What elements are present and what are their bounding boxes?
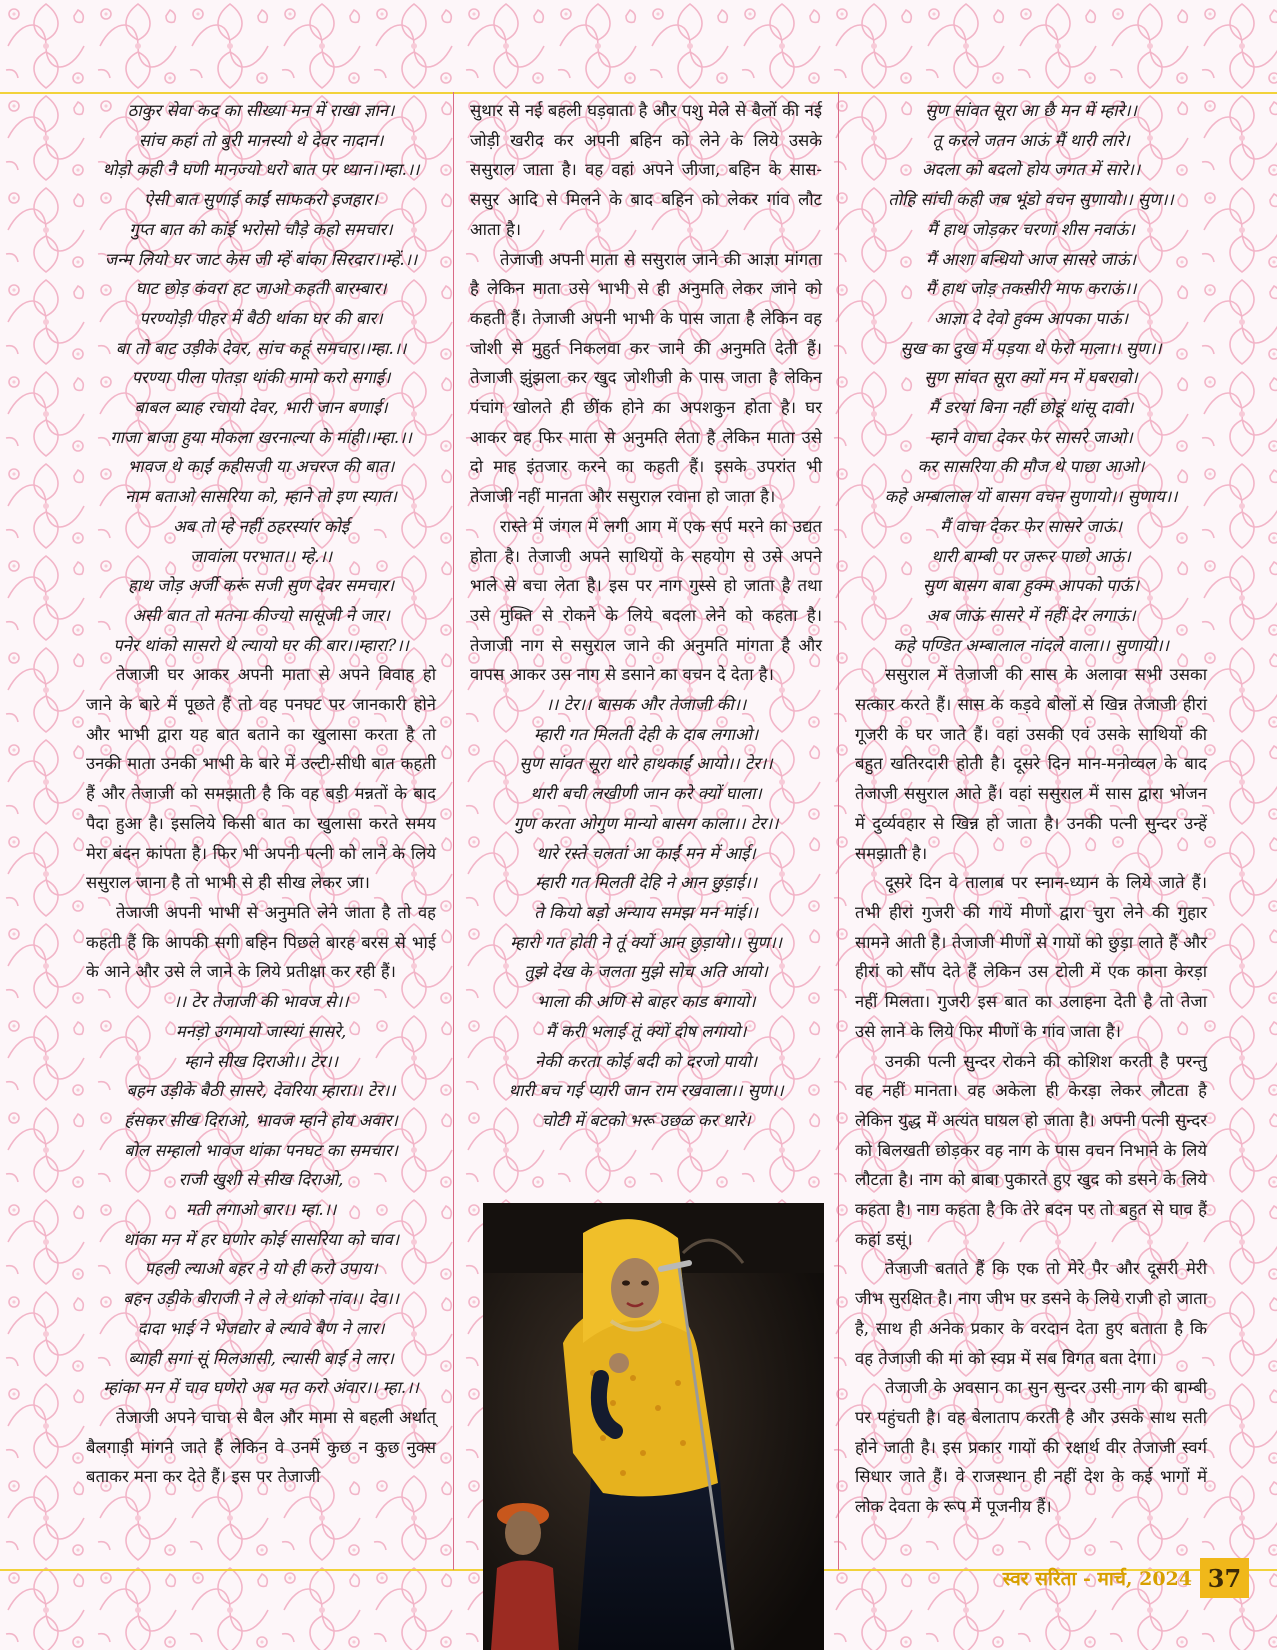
folk-performer-photo: [483, 1203, 824, 1650]
verse-line: थांका मन में हर घणोर कोई सासरिया को चाव।: [122, 1229, 399, 1249]
prose-paragraph: तेजाजी बताते हैं कि एक तो मेरे पैर और दूसरी मेरी जीभ सुरक्षित है। नाग जीभ पर डसने के लिये राजी हो जाता है, साथ ही अनेक प्रकार के वरदान देता हुए बताता है कि वह तेजाजी की मां को स्वप्न में सब विगत बता देगा।: [855, 1259, 1207, 1368]
verse-line: राजी खुशी से सीख दिराओ,: [178, 1170, 344, 1190]
verse-line: अब तो म्हे नहीं ठहरस्यांर कोई: [172, 516, 349, 536]
verse-line: बा तो बाट उड़ीके देवर, सांच कहूं समचार।।म्हा.।।: [115, 338, 407, 358]
verse-line: भाला की अणि से बाहर काड बगायो।: [536, 992, 756, 1012]
prose-paragraph: ससुराल में तेजाजी की सास के अलावा सभी उसका सत्कार करते हैं। सास के कड़वे बोलों से खिन्न तेजाजी हीरां गूजरी के घर जाते हैं। वहां उसकी एवं उसके साथियों की बहुत खतिरदारी होती है। दूसरे दिन मान-मनोव्वल के बाद तेजाजी ससुराल आते हैं। वहां ससुराल में सास द्वारा भोजन में दुर्व्यवहार से खिन्न हो जाता है। उनकी पत्नी सुन्दर उन्हें समझाती है।: [855, 665, 1207, 863]
verse-line: सुण बासग बाबा हुक्म आपको पाऊं।: [922, 576, 1140, 596]
page-number: 37: [1200, 1558, 1249, 1598]
verse-line: ।। टेर तेजाजी की भावज से।।: [173, 992, 349, 1012]
verse-line: मैं करी भलाई तूं क्यों दोष लगायो।: [545, 1021, 747, 1041]
verse-line: तू करले जतन आऊं मैं थारी लारे।: [932, 130, 1130, 150]
verse-line: मनड़ो उगमायो जास्यां सासरे,: [175, 1021, 347, 1041]
verse-line: ।। टेर।। बासक और तेजाजी की।।: [545, 695, 747, 715]
verse-line: नेकी करता कोई बदी को दरजो पायो।: [534, 1051, 758, 1071]
verse-line: गुण करता ओगुण मान्यो बासग काला।। टेर।।: [513, 813, 779, 833]
verse-line: थोड़ो कही नै घणी मानज्यो धरो बात पर ध्यान।।म्हा.।।: [102, 160, 420, 180]
verse-line: बाबल ब्याह रचायो देवर, भारी जान बणाई।: [134, 398, 388, 418]
verse-line: पनेर थांको सासरो थे ल्यायो घर की बार।।म्हारा?।।: [113, 635, 409, 655]
verse-line: पहली ल्याओ बहर ने यो ही करो उपाय।: [144, 1259, 378, 1279]
verse-line: ऐसी बात सुणाई काईं साफकरो इजहार।: [144, 190, 378, 210]
verse-line: थारे रस्ते चलतां आ काईं मन में आई।: [536, 843, 756, 863]
verse-line: परण्या पीला पोतड़ा थांकी मामो करो सगाई।: [131, 368, 391, 388]
verse-line: जावांला परभात।। म्हे.।।: [189, 546, 333, 566]
verse-line: तोहि सांची कही जब भूंडो वचन सुणायो।। सुण।।: [888, 190, 1174, 210]
verse-line: कहे पण्डित अम्बालाल नांदले वाला।। सुणायो।।: [893, 635, 1169, 655]
verse-line: मैं हाथ जोड़कर चरणां शीस नवाऊं।: [927, 219, 1135, 239]
top-rule: [0, 92, 1277, 94]
column-divider-right: [838, 92, 839, 1570]
verse-line: सांच कहां तो बुरी मानस्यो थे देवर नादान।: [138, 130, 384, 150]
prose-paragraph: उनकी पत्नी सुन्दर रोकने की कोशिश करती है परन्तु वह नहीं मानता। वह अकेला ही केरड़ा लेकर लौटता है लेकिन युद्ध में अत्यंत घायल हो जाता है। अपनी पत्नी सुन्दर को बिलखती छोड़कर वह नाग के पास वचन निभाने के लिये लौटता है। नाग को बाबा पुकारते हुए खुद को डसने के लिये कहता है। नाग कहता है कि तेरे बदन पर तो बहुत से घाव हैं कहां डसूं।: [855, 1051, 1207, 1249]
prose-paragraph: तेजाजी घर आकर अपनी माता से अपने विवाह हो जाने के बारे में पूछते हैं तो वह पनघट पर जानकारी होने और भाभी द्वारा यह बात बताने का खुलासा करता है तो उनकी माता उनकी भाभी के बारे में उल्टी-सीधी बात कहती हैं और तेजाजी को समझाती है कि वह बड़ी मन्नतों के बाद पैदा हुआ है। इसलिये किसी बात का खुलासा करते समय मेरा बंदन कांपता है। फिर भी अपनी पत्नी को लाने के लिये ससुराल जाना है तो भाभी से ही सीख लेकर जा।: [86, 665, 436, 893]
prose-paragraph: रास्ते में जंगल में लगी आग में एक सर्प मरने का उद्यत होता है। तेजाजी अपने साथियों के सहयोग से उसे अपने भाले से बचा लेता है। इस पर नाग गुस्से हो जाता है तथा उसे मुक्ति से रोकने के लिये बदला लेने को कहता है। तेजाजी नाग से ससुराल जाने की अनुमति मांगता है और वापस आकर उस नाग से डसाने का वचन दे देता है।: [470, 516, 822, 685]
verse-line: मैं आशा बन्धियो आज सासरे जाऊं।: [925, 249, 1137, 269]
verse-line: ते कियो बड़ो अन्याय समझ मन मांई।।: [534, 902, 758, 922]
verse-line: थारी बाम्बी पर जरूर पाछो आऊं।: [931, 546, 1131, 566]
verse-line: असी बात तो मतना कीज्यो सासूजी ने जार।: [132, 605, 390, 625]
verse-line: कहे अम्बालाल यों बासग वचन सुणायो।। सुणाय।।: [884, 487, 1178, 507]
verse-line: ठाकुर सेवा कद का सीख्या मन में राखा ज्ञान।: [127, 101, 395, 120]
article-column-1: [86, 96, 436, 1492]
verse-line: गुप्त बात को कांई भरोसो चौड़े कहो समचार।: [129, 219, 393, 239]
column-divider-left: [453, 92, 454, 1570]
verse-line: सुण सांवत सूरा आ छै मन में म्हारे।।: [925, 101, 1137, 120]
verse-line: थारी बची लखीणी जान करे क्यों घाला।: [530, 784, 762, 804]
verse-line: सुख का दुख में पड़या थे फेरो माला।। सुण।।: [900, 338, 1162, 358]
magazine-name-date: स्वर सरिता - मार्च, 2024: [1002, 1568, 1192, 1590]
verse-line: दादा भाई ने भेजद्योर बे ल्यावे बैण ने लार।: [137, 1318, 385, 1338]
verse-line: म्हांका मन में चाव घणेरो अब मत करो अंवार।। म्हा.।।: [103, 1378, 419, 1398]
verse-line: भावज थे काईं कहीसजी या अचरज की बात।: [127, 457, 395, 477]
verse-line: अदला को बदलो होय जगत में सारे।।: [921, 160, 1141, 180]
prose-paragraph: दूसरे दिन वे तालाब पर स्नान-ध्यान के लिये जाते हैं। तभी हीरां गुजरी की गायें मीणों द्वारा चुरा लेने की गुहार सामने आती है। तेजाजी मीणों से गायों को छुड़ा लाते हैं और हीरां को सौंप देते हैं लेकिन उस टोली में एक काना केरड़ा नहीं मिलता। गुजरी इस बात का उलाहना देती है तो तेजा उसे लाने के लिये फिर मीणों के गांव जाता है।: [855, 873, 1207, 1041]
verse-line: जन्म लियो घर जाट केस जी म्हें बांका सिरदार।।म्हें.।।: [104, 249, 418, 269]
page-footer: [1003, 1558, 1249, 1598]
verse-line: म्हाने वाचा देकर फेर सासरे जाओ।: [929, 427, 1133, 447]
prose-paragraph: तेजाजी अपनी भाभी से अनुमति लेने जाता है तो वह कहती हैं कि आपकी सगी बहिन पिछले बारह बरस से भाई के आने और उसे ले जाने के लिये प्रतीक्षा कर रही हैं।: [86, 902, 436, 982]
verse-line: मती लगाओ बार।। म्हा.।।: [185, 1200, 337, 1220]
verse-line: मैं वाचा देकर फेर सासरे जाऊं।: [939, 516, 1123, 536]
verse-line: हाथ जोड़ अर्जी करूं सजी सुण देवर समचार।: [128, 576, 394, 596]
prose-paragraph: तेजाजी अपनी माता से ससुराल जाने की आज्ञा मांगता है लेकिन माता उसे भाभी से ही अनुमति लेकर जाने को कहती हैं। तेजाजी अपनी भाभी के पास जाता है लेकिन वह जोशी से मुहुर्त निकलवा कर जाने की अनुमति देती हैं। तेजाजी झुंझला कर खुद जोशीजी के पास जाता है लेकिन पंचांग खोलते ही छींक होने का अपशकुन होता है। घर आकर वह फिर माता से अनुमति लेता है लेकिन माता उसे दो माह इंतजार करने का कहती हैं। इसके उपरांत भी तेजाजी नहीं मानता और ससुराल रवाना हो जाता है।: [470, 249, 822, 507]
verse-line: बहन उड़ीके बैठी सासरे, देवरिया म्हारा।। टेर।।: [126, 1081, 396, 1101]
verse-line: मैं डरयां बिना नहीं छोडूं थांसू दावो।: [928, 398, 1134, 418]
verse-line: कर सासरिया की मौज थे पाछा आओ।: [917, 457, 1145, 477]
verse-line: सुण सांवत सूरा थारे हाथकाईं आयो।। टेर।।: [519, 754, 773, 774]
article-column-3: [855, 96, 1207, 1522]
verse-line: मैं हाथ जोड़ तकसीरी माफ कराऊं।।: [925, 279, 1137, 299]
verse-line: म्हारी गत मिलती देही के दाब लगाओ।: [533, 724, 759, 744]
verse-line: म्हारो गत होती ने तूं क्यों आन छुड़ायो।। सुण।।: [510, 932, 782, 952]
prose-paragraph: तेजाजी के अवसान का सुन सुन्दर उसी नाग की बाम्बी पर पहुंचती है। वह बेलाताप करती है और उसके साथ सती होने जाती है। इस प्रकार गायों की रक्षार्थ वीर तेजाजी स्वर्ग सिधार जाते हैं। वे राजस्थान ही नहीं देश के कई भागों में लोक देवता के रूप में पूजनीय हैं।: [855, 1378, 1207, 1517]
verse-line: घाट छोड़ कंवरा हट जाओ कहती बारम्बार।: [135, 279, 387, 299]
article-column-2: [470, 96, 822, 1136]
verse-line: म्हारी गत मिलती देहि ने आन छुड़ाई।।: [535, 873, 757, 893]
verse-line: नाम बताओ सासरिया को, म्हाने तो इण स्यात।: [125, 487, 397, 507]
verse-line: अब जाऊं सासरे में नहीं देर लगाऊं।: [926, 605, 1136, 625]
verse-line: हंसकर सीख दिराओ, भावज म्हाने होय अवार।: [124, 1110, 398, 1130]
verse-line: चोटी में बटको भरू उछळ कर थारे।: [541, 1110, 751, 1130]
verse-line: गाजा बाजा हुया मोकला खरनाल्या के मांही।।म्हा.।।: [110, 427, 412, 447]
prose-continuation: सुथार से नई बहली घड़वाता है और पशु मेले से बैलों की नई जोड़ी खरीद कर अपनी बहिन को लेने के लिये उसके ससुराल जाता है। वह वहां अपने जीजा, बहिन के सास-ससुर आदि से मिलने के बाद बहिन को लेकर गांव लौट आता है।: [470, 101, 822, 239]
verse-line: आज्ञा दे देवो हुक्म आपका पाऊं।: [933, 308, 1129, 328]
verse-line: ब्याही सगां सूं मिलआसी, ल्यासी बाई ने लार।: [128, 1348, 394, 1368]
verse-line: तुझे देख के जलता मुझे सोच अति आयो।: [524, 962, 768, 982]
verse-line: परण्योड़ी पीहर में बैठी थांका घर की बार।: [139, 308, 383, 328]
verse-line: बहन उड़ीके बीराजी ने ले ले थांको नांव।। देव।।: [123, 1289, 399, 1309]
verse-line: म्हाने सीख दिराओ।। टेर।।: [184, 1051, 338, 1071]
verse-line: थारी बच गई प्यारी जान राम रखवाला।। सुण।।: [508, 1081, 784, 1101]
prose-paragraph: तेजाजी अपने चाचा से बैल और मामा से बहली अर्थात् बैलगाड़ी मांगने जाते हैं लेकिन वे उनमें कुछ न कुछ नुक्स बताकर मना कर देते हैं। इस पर तेजाजी: [86, 1407, 436, 1487]
verse-line: सुण सांवत सूरा क्यों मन में घबरावो।: [924, 368, 1138, 388]
verse-line: बोल सम्हालो भावज थांका पनघट का समचार।: [124, 1140, 398, 1160]
